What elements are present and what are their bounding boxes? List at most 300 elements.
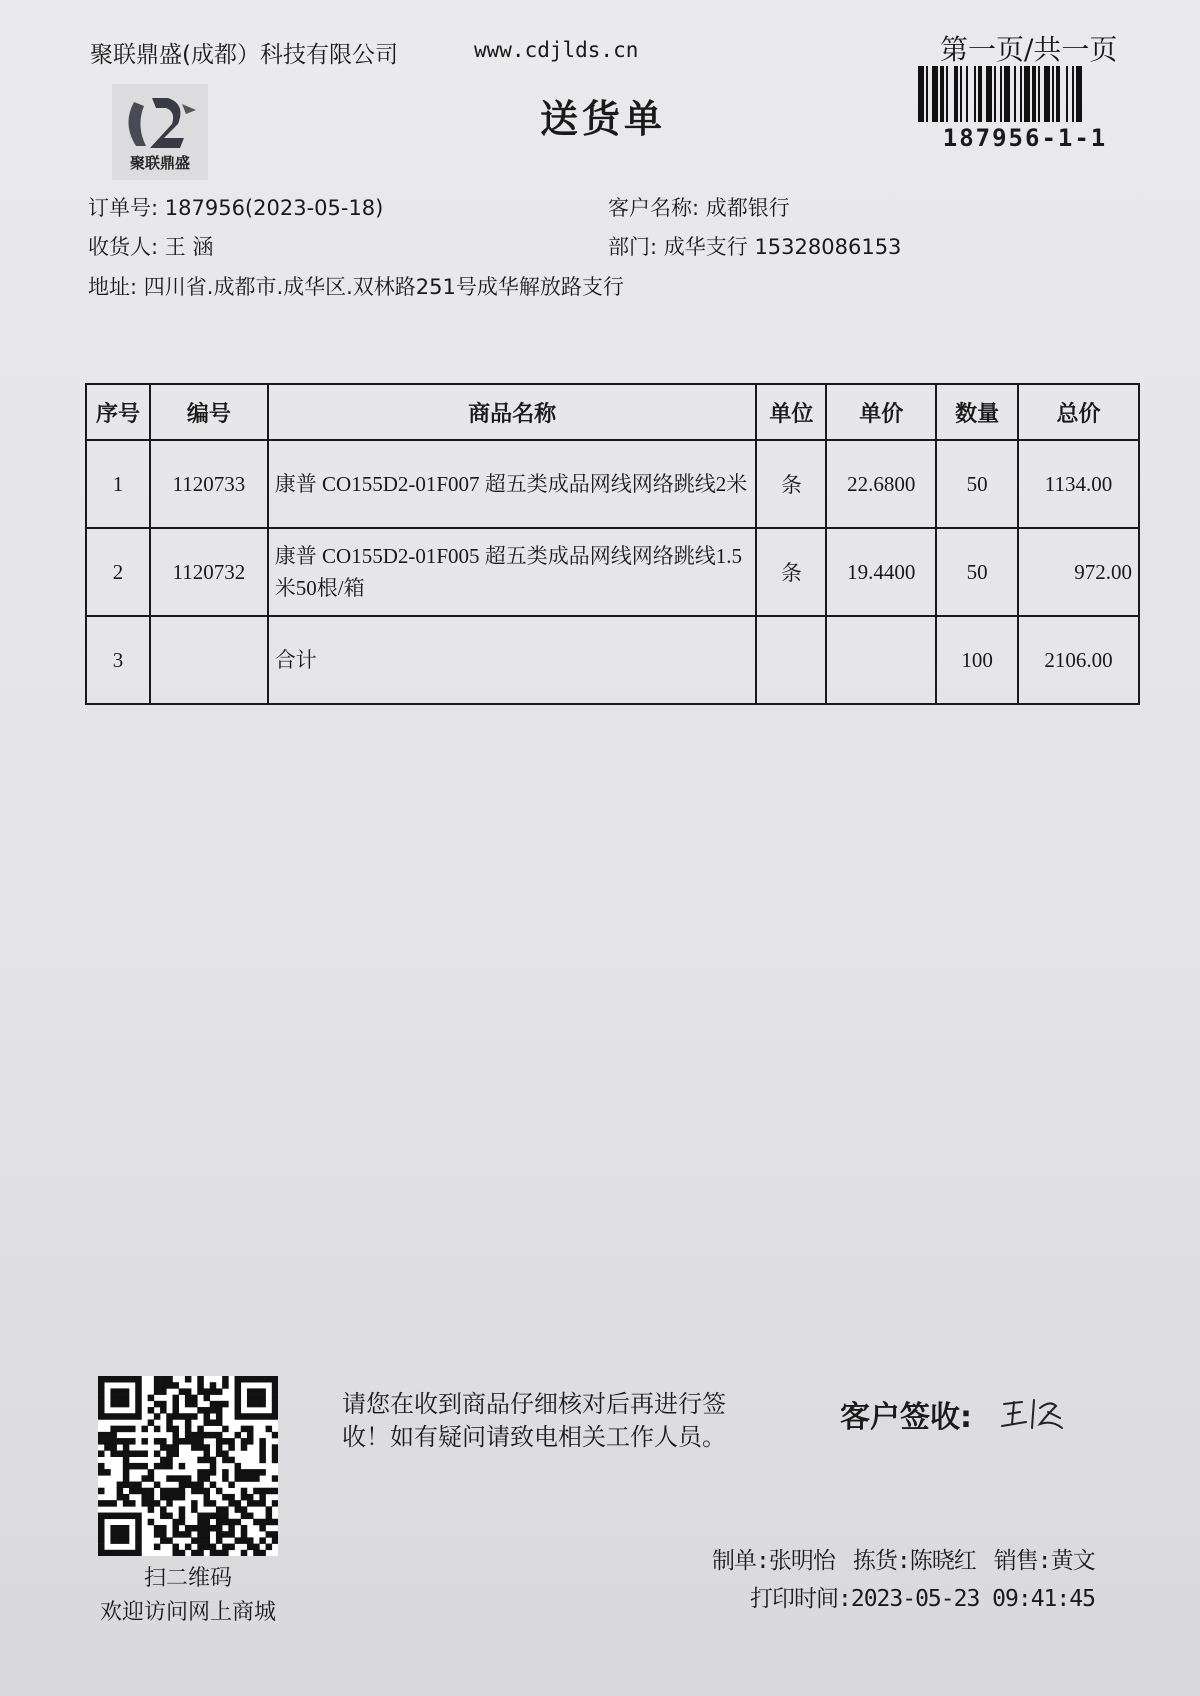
qr-module bbox=[235, 1395, 242, 1402]
qr-module bbox=[272, 1432, 278, 1439]
qr-module bbox=[98, 1550, 105, 1556]
qr-module bbox=[241, 1376, 248, 1383]
qr-module bbox=[160, 1401, 167, 1408]
qr-module bbox=[253, 1544, 260, 1551]
document-title: 送货单 bbox=[540, 97, 667, 141]
qr-module bbox=[228, 1544, 235, 1551]
qr-module bbox=[98, 1463, 105, 1470]
qr-module bbox=[235, 1432, 242, 1439]
qr-module bbox=[98, 1519, 105, 1526]
qr-module bbox=[272, 1382, 278, 1389]
qr-module bbox=[197, 1525, 204, 1532]
qr-module bbox=[135, 1482, 142, 1489]
qr-module bbox=[222, 1457, 229, 1464]
qr-module bbox=[123, 1482, 130, 1489]
qr-module bbox=[160, 1382, 167, 1389]
qr-module bbox=[197, 1457, 204, 1464]
order-number-field bbox=[88, 192, 383, 222]
qr-module bbox=[241, 1550, 248, 1556]
qr-module bbox=[148, 1419, 155, 1426]
qr-module bbox=[123, 1413, 130, 1420]
picked-by: 拣货:陈晓红 bbox=[852, 1548, 976, 1574]
cell-code: 1120732 bbox=[150, 528, 268, 616]
qr-module bbox=[123, 1450, 130, 1457]
qr-module bbox=[104, 1413, 111, 1420]
department-value: 成华支行 15328086153 bbox=[663, 235, 902, 259]
qr-module bbox=[272, 1388, 278, 1395]
qr-module bbox=[216, 1401, 223, 1408]
qr-module bbox=[191, 1438, 198, 1445]
qr-module bbox=[222, 1438, 229, 1445]
qr-module bbox=[141, 1500, 148, 1507]
qr-module bbox=[123, 1537, 130, 1544]
prepared-by: 制单:张明怡 bbox=[712, 1548, 835, 1574]
qr-module bbox=[117, 1450, 124, 1457]
table-row bbox=[86, 440, 1139, 528]
qr-module bbox=[241, 1413, 248, 1420]
qr-module bbox=[185, 1475, 192, 1482]
qr-module bbox=[204, 1395, 211, 1402]
qr-module bbox=[135, 1531, 142, 1538]
qr-module bbox=[110, 1395, 117, 1402]
qr-module bbox=[117, 1438, 124, 1445]
qr-module bbox=[228, 1494, 235, 1501]
qr-module bbox=[216, 1432, 223, 1439]
qr-module bbox=[241, 1513, 248, 1520]
qr-module bbox=[235, 1519, 242, 1526]
qr-module bbox=[216, 1407, 223, 1414]
qr-module bbox=[253, 1395, 260, 1402]
qr-module bbox=[247, 1469, 254, 1476]
qr-module bbox=[204, 1419, 211, 1426]
table-row-total bbox=[86, 616, 1139, 704]
qr-module bbox=[210, 1407, 217, 1414]
qr-module bbox=[266, 1506, 273, 1513]
qr-module bbox=[204, 1525, 211, 1532]
receiver-value: 王 涵 bbox=[164, 235, 214, 259]
qr-module bbox=[235, 1388, 242, 1395]
qr-module bbox=[148, 1519, 155, 1526]
qr-module bbox=[166, 1457, 173, 1464]
qr-module bbox=[241, 1494, 248, 1501]
qr-module bbox=[172, 1401, 179, 1408]
qr-module bbox=[247, 1513, 254, 1520]
cell-unit: 条 bbox=[756, 440, 826, 528]
qr-module bbox=[166, 1450, 173, 1457]
cell-product-name: 康普 CO155D2-01F005 超五类成品网线网络跳线1.5米50根/箱 bbox=[268, 528, 757, 616]
qr-module bbox=[117, 1513, 124, 1520]
qr-module bbox=[185, 1388, 192, 1395]
qr-module bbox=[179, 1506, 186, 1513]
column-header-total: 总价 bbox=[1018, 384, 1139, 440]
qr-module bbox=[154, 1438, 161, 1445]
cell-seq: 2 bbox=[86, 528, 150, 616]
qr-module bbox=[104, 1500, 111, 1507]
qr-module bbox=[135, 1407, 142, 1414]
cell-unit-price: 22.6800 bbox=[826, 440, 936, 528]
table-row bbox=[86, 528, 1139, 616]
qr-module bbox=[197, 1388, 204, 1395]
qr-module bbox=[179, 1475, 186, 1482]
qr-module bbox=[129, 1426, 136, 1433]
qr-module bbox=[228, 1519, 235, 1526]
qr-module bbox=[141, 1488, 148, 1495]
print-time: 打印时间:2023-05-23 09:41:45 bbox=[750, 1586, 1095, 1612]
qr-module bbox=[98, 1488, 105, 1495]
qr-module bbox=[222, 1544, 229, 1551]
qr-module bbox=[117, 1395, 124, 1402]
qr-module bbox=[247, 1395, 254, 1402]
qr-module bbox=[222, 1550, 229, 1556]
cell-unit-price bbox=[826, 616, 936, 704]
department-label: 部门: bbox=[608, 235, 658, 259]
qr-module bbox=[216, 1513, 223, 1520]
qr-module bbox=[241, 1438, 248, 1445]
qr-module bbox=[98, 1432, 105, 1439]
qr-module bbox=[129, 1500, 136, 1507]
qr-module bbox=[210, 1469, 217, 1476]
qr-module bbox=[154, 1463, 161, 1470]
qr-module bbox=[235, 1413, 242, 1420]
qr-module bbox=[172, 1444, 179, 1451]
barcode-number: 187956-1-1 bbox=[942, 124, 1108, 152]
qr-module bbox=[197, 1531, 204, 1538]
qr-module bbox=[98, 1395, 105, 1402]
qr-module bbox=[191, 1550, 198, 1556]
qr-module bbox=[216, 1537, 223, 1544]
qr-module bbox=[247, 1438, 254, 1445]
qr-module bbox=[129, 1450, 136, 1457]
qr-module bbox=[197, 1544, 204, 1551]
customer-name-label: 客户名称: bbox=[608, 196, 700, 220]
qr-module bbox=[204, 1531, 211, 1538]
qr-module bbox=[210, 1432, 217, 1439]
qr-module bbox=[123, 1513, 130, 1520]
qr-module bbox=[235, 1500, 242, 1507]
cell-quantity: 50 bbox=[936, 528, 1018, 616]
qr-module bbox=[179, 1513, 186, 1520]
cell-total: 2106.00 bbox=[1018, 616, 1139, 704]
qr-module bbox=[247, 1413, 254, 1420]
cell-unit-price: 19.4400 bbox=[826, 528, 936, 616]
qr-module bbox=[272, 1376, 278, 1383]
qr-module bbox=[191, 1537, 198, 1544]
qr-module bbox=[135, 1519, 142, 1526]
qr-module bbox=[247, 1376, 254, 1383]
qr-module bbox=[259, 1388, 266, 1395]
column-header-unit-price: 单价 bbox=[826, 384, 936, 440]
qr-module bbox=[204, 1444, 211, 1451]
cell-quantity: 50 bbox=[936, 440, 1018, 528]
qr-module bbox=[129, 1438, 136, 1445]
order-number-value: 187956(2023-05-18) bbox=[164, 196, 384, 220]
qr-module bbox=[110, 1550, 117, 1556]
cell-product-name: 康普 CO155D2-01F007 超五类成品网线网络跳线2米 bbox=[268, 440, 757, 528]
qr-module bbox=[247, 1494, 254, 1501]
qr-module bbox=[104, 1513, 111, 1520]
qr-module bbox=[117, 1525, 124, 1532]
qr-module bbox=[123, 1463, 130, 1470]
qr-module bbox=[259, 1376, 266, 1383]
qr-module bbox=[247, 1544, 254, 1551]
column-header-product-name: 商品名称 bbox=[268, 384, 757, 440]
qr-module bbox=[204, 1432, 211, 1439]
qr-module bbox=[266, 1376, 273, 1383]
customer-name-value: 成都银行 bbox=[705, 196, 790, 220]
qr-module bbox=[216, 1444, 223, 1451]
receiver-field bbox=[88, 231, 213, 261]
qr-module bbox=[135, 1544, 142, 1551]
qr-module bbox=[135, 1513, 142, 1520]
qr-module bbox=[141, 1475, 148, 1482]
qr-module bbox=[222, 1382, 229, 1389]
qr-module bbox=[123, 1457, 130, 1464]
cell-seq: 1 bbox=[86, 440, 150, 528]
qr-module bbox=[98, 1544, 105, 1551]
qr-module bbox=[204, 1494, 211, 1501]
qr-module bbox=[179, 1531, 186, 1538]
qr-module bbox=[123, 1475, 130, 1482]
qr-module bbox=[135, 1388, 142, 1395]
qr-module bbox=[166, 1475, 173, 1482]
qr-module bbox=[191, 1482, 198, 1489]
qr-module bbox=[228, 1482, 235, 1489]
qr-module bbox=[247, 1388, 254, 1395]
qr-module bbox=[204, 1388, 211, 1395]
qr-module bbox=[123, 1426, 130, 1433]
qr-module bbox=[185, 1432, 192, 1439]
customer-signature-label: 客户签收: bbox=[840, 1400, 972, 1435]
qr-module bbox=[247, 1432, 254, 1439]
qr-module bbox=[154, 1500, 161, 1507]
qr-module bbox=[185, 1482, 192, 1489]
department-field bbox=[608, 231, 901, 261]
qr-module bbox=[129, 1376, 136, 1383]
qr-module bbox=[222, 1494, 229, 1501]
qr-module bbox=[135, 1376, 142, 1383]
qr-module bbox=[117, 1376, 124, 1383]
qr-module bbox=[185, 1413, 192, 1420]
qr-module bbox=[98, 1382, 105, 1389]
company-website: www.cdjlds.cn bbox=[474, 38, 639, 62]
qr-module bbox=[197, 1482, 204, 1489]
qr-module bbox=[253, 1376, 260, 1383]
qr-module bbox=[197, 1438, 204, 1445]
qr-module bbox=[172, 1550, 179, 1556]
qr-module bbox=[172, 1531, 179, 1538]
qr-module bbox=[117, 1550, 124, 1556]
qr-module bbox=[117, 1488, 124, 1495]
cell-unit: 条 bbox=[756, 528, 826, 616]
order-number-label: 订单号: bbox=[88, 196, 159, 220]
qr-module bbox=[235, 1407, 242, 1414]
qr-module bbox=[166, 1513, 173, 1520]
qr-module bbox=[222, 1475, 229, 1482]
qr-module bbox=[129, 1550, 136, 1556]
qr-module bbox=[191, 1401, 198, 1408]
qr-module bbox=[104, 1444, 111, 1451]
qr-module bbox=[117, 1482, 124, 1489]
qr-module bbox=[210, 1463, 217, 1470]
qr-module bbox=[241, 1426, 248, 1433]
qr-module bbox=[135, 1401, 142, 1408]
qr-module bbox=[117, 1388, 124, 1395]
qr-module bbox=[235, 1463, 242, 1470]
qr-module bbox=[160, 1488, 167, 1495]
column-header-unit: 单位 bbox=[756, 384, 826, 440]
qr-module bbox=[135, 1550, 142, 1556]
qr-module bbox=[216, 1550, 223, 1556]
qr-module bbox=[148, 1407, 155, 1414]
qr-module bbox=[110, 1513, 117, 1520]
qr-module bbox=[185, 1438, 192, 1445]
qr-module bbox=[272, 1537, 278, 1544]
qr-module bbox=[228, 1438, 235, 1445]
qr-module bbox=[166, 1494, 173, 1501]
qr-module bbox=[172, 1494, 179, 1501]
qr-module bbox=[210, 1513, 217, 1520]
qr-module bbox=[98, 1413, 105, 1420]
qr-module bbox=[135, 1395, 142, 1402]
qr-module bbox=[179, 1463, 186, 1470]
column-header-quantity: 数量 bbox=[936, 384, 1018, 440]
qr-module bbox=[204, 1457, 211, 1464]
qr-module bbox=[253, 1413, 260, 1420]
qr-module bbox=[160, 1525, 167, 1532]
qr-module bbox=[141, 1463, 148, 1470]
qr-module bbox=[259, 1438, 266, 1445]
qr-module bbox=[247, 1500, 254, 1507]
qr-module bbox=[123, 1438, 130, 1445]
qr-module bbox=[98, 1537, 105, 1544]
qr-module bbox=[272, 1475, 278, 1482]
qr-module bbox=[272, 1500, 278, 1507]
qr-module bbox=[272, 1407, 278, 1414]
qr-module bbox=[117, 1413, 124, 1420]
qr-module bbox=[204, 1413, 211, 1420]
qr-module bbox=[172, 1432, 179, 1439]
qr-module bbox=[191, 1395, 198, 1402]
qr-module bbox=[172, 1475, 179, 1482]
qr-module bbox=[129, 1488, 136, 1495]
qr-module bbox=[172, 1525, 179, 1532]
qr-module bbox=[259, 1469, 266, 1476]
qr-module bbox=[154, 1376, 161, 1383]
qr-module bbox=[272, 1488, 278, 1495]
qr-module bbox=[197, 1519, 204, 1526]
qr-module bbox=[228, 1525, 235, 1532]
qr-module bbox=[129, 1413, 136, 1420]
address-label: 地址: bbox=[88, 275, 138, 299]
qr-module bbox=[272, 1531, 278, 1538]
qr-module bbox=[272, 1519, 278, 1526]
qr-module bbox=[241, 1444, 248, 1451]
qr-module bbox=[154, 1525, 161, 1532]
qr-module bbox=[259, 1450, 266, 1457]
qr-module bbox=[179, 1438, 186, 1445]
qr-module bbox=[110, 1444, 117, 1451]
qr-module bbox=[166, 1376, 173, 1383]
qr-module bbox=[210, 1500, 217, 1507]
qr-module bbox=[160, 1531, 167, 1538]
qr-module bbox=[98, 1388, 105, 1395]
qr-module bbox=[204, 1475, 211, 1482]
qr-module bbox=[197, 1376, 204, 1383]
qr-module bbox=[135, 1450, 142, 1457]
qr-module bbox=[123, 1444, 130, 1451]
qr-module bbox=[129, 1463, 136, 1470]
qr-module bbox=[160, 1513, 167, 1520]
qr-module bbox=[266, 1531, 273, 1538]
qr-module bbox=[110, 1537, 117, 1544]
qr-module bbox=[259, 1519, 266, 1526]
qr-module bbox=[253, 1550, 260, 1556]
qr-module bbox=[160, 1388, 167, 1395]
qr-module bbox=[204, 1513, 211, 1520]
qr-module bbox=[247, 1426, 254, 1433]
qr-module bbox=[98, 1525, 105, 1532]
qr-module bbox=[166, 1419, 173, 1426]
qr-module bbox=[98, 1469, 105, 1476]
qr-module bbox=[266, 1513, 273, 1520]
qr-module bbox=[135, 1488, 142, 1495]
address-value: 四川省.成都市.成华区.双林路251号成华解放路支行 bbox=[143, 275, 624, 299]
qr-module bbox=[123, 1401, 130, 1408]
qr-module bbox=[241, 1525, 248, 1532]
qr-module bbox=[166, 1537, 173, 1544]
qr-module bbox=[210, 1525, 217, 1532]
qr-caption-line-1: 扫二维码 bbox=[143, 1566, 232, 1591]
qr-module bbox=[160, 1407, 167, 1414]
qr-module bbox=[117, 1494, 124, 1501]
qr-module bbox=[179, 1388, 186, 1395]
qr-module bbox=[266, 1544, 273, 1551]
qr-module bbox=[123, 1469, 130, 1476]
qr-module bbox=[104, 1550, 111, 1556]
qr-module bbox=[172, 1382, 179, 1389]
qr-module bbox=[172, 1407, 179, 1414]
qr-module bbox=[154, 1401, 161, 1408]
qr-module bbox=[247, 1537, 254, 1544]
qr-module bbox=[166, 1463, 173, 1470]
qr-module bbox=[272, 1401, 278, 1408]
qr-module bbox=[154, 1388, 161, 1395]
qr-module bbox=[135, 1463, 142, 1470]
qr-module bbox=[110, 1376, 117, 1383]
qr-module bbox=[259, 1401, 266, 1408]
qr-module bbox=[154, 1426, 161, 1433]
qr-module bbox=[266, 1519, 273, 1526]
company-name: 聚联鼎盛(成都）科技有限公司 bbox=[90, 42, 398, 68]
qr-module bbox=[110, 1531, 117, 1538]
qr-module bbox=[272, 1444, 278, 1451]
qr-code bbox=[98, 1376, 278, 1556]
qr-module bbox=[259, 1494, 266, 1501]
qr-module bbox=[172, 1519, 179, 1526]
qr-module bbox=[259, 1444, 266, 1451]
qr-module bbox=[204, 1544, 211, 1551]
qr-module bbox=[98, 1376, 105, 1383]
logo-text: 聚联鼎盛 bbox=[129, 154, 191, 172]
qr-module bbox=[98, 1407, 105, 1414]
qr-module bbox=[179, 1488, 186, 1495]
qr-module bbox=[235, 1537, 242, 1544]
qr-module bbox=[272, 1413, 278, 1420]
qr-module bbox=[123, 1525, 130, 1532]
qr-module bbox=[117, 1426, 124, 1433]
qr-module bbox=[222, 1376, 229, 1383]
qr-module bbox=[204, 1469, 211, 1476]
